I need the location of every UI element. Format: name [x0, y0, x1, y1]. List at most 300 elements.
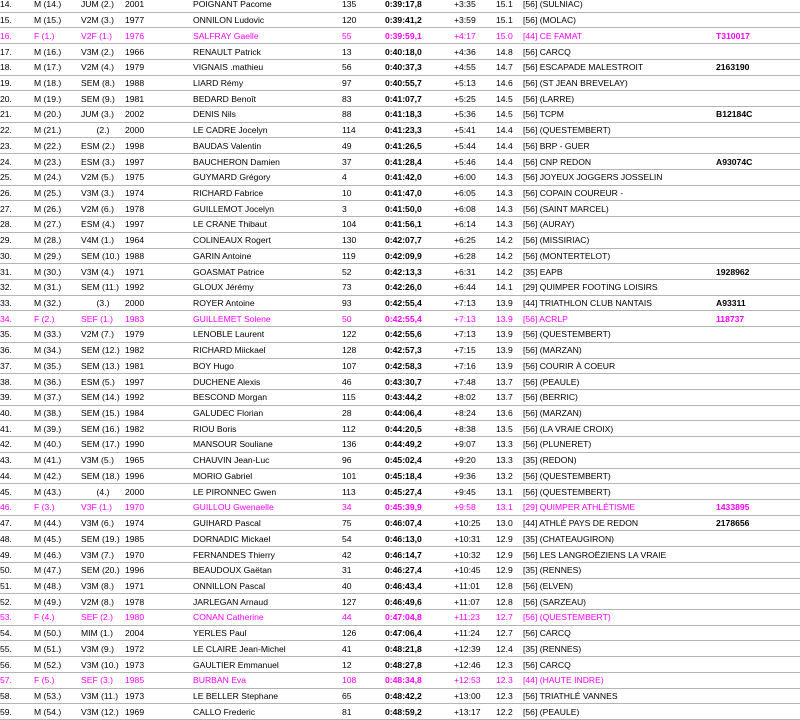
gap-cell: +7:13	[454, 327, 496, 343]
speed-cell: 14.3	[496, 201, 523, 217]
time-cell: 0:41:50,0	[385, 201, 454, 217]
club-cell: [56] (MISSIRIAC)	[523, 232, 716, 248]
gap-cell: +6:14	[454, 217, 496, 233]
table-row	[0, 138, 800, 154]
year-cell: 1974	[125, 515, 193, 531]
bib-cell: 46	[342, 374, 385, 390]
time-cell: 0:48:42,2	[385, 688, 454, 704]
year-cell: 2000	[125, 484, 193, 500]
bib-cell: 44	[342, 610, 385, 626]
speed-cell: 14.2	[496, 248, 523, 264]
time-cell: 0:46:07,4	[385, 515, 454, 531]
name-cell: BEAUDOUX Gaëtan	[193, 562, 342, 578]
bib-cell: 50	[342, 311, 385, 327]
bib-cell: 37	[342, 154, 385, 170]
time-cell: 0:46:27,4	[385, 562, 454, 578]
license-cell: 2163190	[716, 59, 800, 75]
name-cell: DORNADIC Mickael	[193, 531, 342, 547]
rank-cell: 15.	[0, 12, 34, 28]
subcategory-cell: V3M (9.)	[81, 641, 125, 657]
rank-cell: 47.	[0, 515, 34, 531]
rank-cell: 34.	[0, 311, 34, 327]
time-cell: 0:45:27,4	[385, 484, 454, 500]
table-row	[0, 75, 800, 91]
time-cell: 0:42:13,3	[385, 264, 454, 280]
time-cell: 0:48:59,2	[385, 704, 454, 720]
gap-cell: +11:23	[454, 610, 496, 626]
rank-cell: 56.	[0, 657, 34, 673]
license-cell: 1433895	[716, 500, 800, 516]
club-cell: [56] (SAINT MARCEL)	[523, 201, 716, 217]
subcategory-cell: ESM (2.)	[81, 138, 125, 154]
gap-cell: +5:41	[454, 122, 496, 138]
category-cell: M (53.)	[34, 688, 81, 704]
license-cell	[716, 358, 800, 374]
subcategory-cell: (4.)	[81, 484, 125, 500]
club-cell: [56] CARCQ	[523, 657, 716, 673]
rank-cell: 41.	[0, 421, 34, 437]
year-cell: 1965	[125, 452, 193, 468]
club-cell: [56] ESCAPADE MALESTROIT	[523, 59, 716, 75]
bib-cell: 101	[342, 468, 385, 484]
subcategory-cell: SEM (19.)	[81, 531, 125, 547]
license-cell	[716, 594, 800, 610]
year-cell: 1985	[125, 672, 193, 688]
category-cell: M (54.)	[34, 704, 81, 720]
year-cell: 1998	[125, 138, 193, 154]
bib-cell: 52	[342, 264, 385, 280]
subcategory-cell: SEM (17.)	[81, 437, 125, 453]
table-row	[0, 547, 800, 563]
speed-cell: 13.6	[496, 405, 523, 421]
category-cell: M (22.)	[34, 138, 81, 154]
gap-cell: +6:00	[454, 169, 496, 185]
speed-cell: 13.7	[496, 389, 523, 405]
subcategory-cell: V3M (10.)	[81, 657, 125, 673]
club-cell: [56] (QUESTEMBERT)	[523, 484, 716, 500]
gap-cell: +6:05	[454, 185, 496, 201]
gap-cell: +5:36	[454, 107, 496, 123]
speed-cell: 12.8	[496, 594, 523, 610]
rank-cell: 44.	[0, 468, 34, 484]
rank-cell: 33.	[0, 295, 34, 311]
table-row	[0, 641, 800, 657]
gap-cell: +12:53	[454, 672, 496, 688]
category-cell: F (5.)	[34, 672, 81, 688]
time-cell: 0:41:42,0	[385, 169, 454, 185]
category-cell: M (39.)	[34, 421, 81, 437]
category-cell: M (41.)	[34, 452, 81, 468]
club-cell: [56] (LA VRAIE CROIX)	[523, 421, 716, 437]
rank-cell: 36.	[0, 342, 34, 358]
name-cell: LE BELLER Stephane	[193, 688, 342, 704]
bib-cell: 97	[342, 75, 385, 91]
club-cell: [56] (MOLAC)	[523, 12, 716, 28]
category-cell: M (28.)	[34, 232, 81, 248]
gap-cell: +5:13	[454, 75, 496, 91]
speed-cell: 14.8	[496, 44, 523, 60]
time-cell: 0:43:44,2	[385, 389, 454, 405]
time-cell: 0:40:18,0	[385, 44, 454, 60]
time-cell: 0:39:41,2	[385, 12, 454, 28]
gap-cell: +4:17	[454, 28, 496, 44]
speed-cell: 13.5	[496, 421, 523, 437]
year-cell: 1972	[125, 641, 193, 657]
rank-cell: 23.	[0, 138, 34, 154]
name-cell: JARLEGAN Arnaud	[193, 594, 342, 610]
speed-cell: 13.7	[496, 374, 523, 390]
time-cell: 0:48:27,8	[385, 657, 454, 673]
year-cell: 1976	[125, 28, 193, 44]
bib-cell: 120	[342, 12, 385, 28]
license-cell: 118737	[716, 311, 800, 327]
license-cell	[716, 232, 800, 248]
year-cell: 1977	[125, 12, 193, 28]
time-cell: 0:46:49,6	[385, 594, 454, 610]
speed-cell: 13.9	[496, 342, 523, 358]
club-cell: [44] TRIATHLON CLUB NANTAIS	[523, 295, 716, 311]
license-cell	[716, 641, 800, 657]
bib-cell: 126	[342, 625, 385, 641]
club-cell: [56] COURIR À COEUR	[523, 358, 716, 374]
speed-cell: 12.9	[496, 531, 523, 547]
rank-cell: 51.	[0, 578, 34, 594]
speed-cell: 15.0	[496, 28, 523, 44]
rank-cell: 16.	[0, 28, 34, 44]
rank-cell: 38.	[0, 374, 34, 390]
speed-cell: 12.4	[496, 641, 523, 657]
name-cell: GUILLEMOT Jocelyn	[193, 201, 342, 217]
speed-cell: 12.9	[496, 547, 523, 563]
rank-cell: 55.	[0, 641, 34, 657]
club-cell: [56] TCPM	[523, 107, 716, 123]
rank-cell: 30.	[0, 248, 34, 264]
gap-cell: +7:13	[454, 295, 496, 311]
rank-cell: 46.	[0, 500, 34, 516]
rank-cell: 59.	[0, 704, 34, 720]
speed-cell: 12.9	[496, 562, 523, 578]
bib-cell: 31	[342, 562, 385, 578]
table-row	[0, 217, 800, 233]
license-cell	[716, 704, 800, 720]
speed-cell: 12.7	[496, 625, 523, 641]
table-row	[0, 154, 800, 170]
year-cell: 2001	[125, 0, 193, 12]
name-cell: LENOBLE Laurent	[193, 327, 342, 343]
gap-cell: +6:31	[454, 264, 496, 280]
name-cell: CALLO Frederic	[193, 704, 342, 720]
name-cell: GUILLEMET Solene	[193, 311, 342, 327]
table-row	[0, 185, 800, 201]
category-cell: F (1.)	[34, 28, 81, 44]
license-cell	[716, 374, 800, 390]
category-cell: M (15.)	[34, 12, 81, 28]
category-cell: M (26.)	[34, 201, 81, 217]
time-cell: 0:42:55,4	[385, 295, 454, 311]
gap-cell: +4:36	[454, 44, 496, 60]
speed-cell: 12.2	[496, 704, 523, 720]
license-cell	[716, 610, 800, 626]
rank-cell: 52.	[0, 594, 34, 610]
bib-cell: 54	[342, 531, 385, 547]
time-cell: 0:41:26,5	[385, 138, 454, 154]
bib-cell: 75	[342, 515, 385, 531]
license-cell	[716, 279, 800, 295]
club-cell: [29] QUIMPER FOOTING LOISIRS	[523, 279, 716, 295]
club-cell: [56] CARCQ	[523, 625, 716, 641]
name-cell: MANSOUR Souliane	[193, 437, 342, 453]
year-cell: 1988	[125, 75, 193, 91]
club-cell: [56] TRIATHLÉ VANNES	[523, 688, 716, 704]
time-cell: 0:39:17,8	[385, 0, 454, 12]
year-cell: 2002	[125, 107, 193, 123]
gap-cell: +12:39	[454, 641, 496, 657]
subcategory-cell: V3M (4.)	[81, 264, 125, 280]
category-cell: M (35.)	[34, 358, 81, 374]
table-row	[0, 44, 800, 60]
name-cell: BAUCHERON Damien	[193, 154, 342, 170]
rank-cell: 14.	[0, 0, 34, 12]
table-row	[0, 437, 800, 453]
subcategory-cell: JUM (3.)	[81, 107, 125, 123]
license-cell: A93074C	[716, 154, 800, 170]
subcategory-cell: V4M (1.)	[81, 232, 125, 248]
subcategory-cell: V2M (4.)	[81, 59, 125, 75]
bib-cell: 135	[342, 0, 385, 12]
license-cell	[716, 688, 800, 704]
gap-cell: +10:31	[454, 531, 496, 547]
club-cell: [35] (RENNES)	[523, 641, 716, 657]
subcategory-cell: V2M (6.)	[81, 201, 125, 217]
speed-cell: 13.9	[496, 295, 523, 311]
speed-cell: 14.5	[496, 107, 523, 123]
name-cell: COLINEAUX Rogert	[193, 232, 342, 248]
table-row	[0, 657, 800, 673]
category-cell: M (16.)	[34, 44, 81, 60]
rank-cell: 58.	[0, 688, 34, 704]
category-cell: M (18.)	[34, 75, 81, 91]
category-cell: M (34.)	[34, 342, 81, 358]
rank-cell: 17.	[0, 44, 34, 60]
subcategory-cell: V3M (5.)	[81, 452, 125, 468]
gap-cell: +6:28	[454, 248, 496, 264]
name-cell: ROYER Antoine	[193, 295, 342, 311]
bib-cell: 113	[342, 484, 385, 500]
license-cell	[716, 625, 800, 641]
subcategory-cell: (3.)	[81, 295, 125, 311]
name-cell: DENIS Nils	[193, 107, 342, 123]
name-cell: ONNILLON Pascal	[193, 578, 342, 594]
license-cell	[716, 75, 800, 91]
bib-cell: 127	[342, 594, 385, 610]
license-cell	[716, 201, 800, 217]
bib-cell: 108	[342, 672, 385, 688]
gap-cell: +6:25	[454, 232, 496, 248]
year-cell: 1971	[125, 264, 193, 280]
category-cell: M (44.)	[34, 515, 81, 531]
gap-cell: +5:25	[454, 91, 496, 107]
speed-cell: 13.3	[496, 437, 523, 453]
year-cell: 1982	[125, 342, 193, 358]
year-cell: 1992	[125, 389, 193, 405]
club-cell: [56] (LARRE)	[523, 91, 716, 107]
license-cell	[716, 547, 800, 563]
license-cell	[716, 217, 800, 233]
license-cell	[716, 91, 800, 107]
year-cell: 1978	[125, 594, 193, 610]
time-cell: 0:45:39,9	[385, 500, 454, 516]
subcategory-cell: V3M (7.)	[81, 547, 125, 563]
category-cell: M (19.)	[34, 91, 81, 107]
name-cell: BOY Hugo	[193, 358, 342, 374]
table-row	[0, 107, 800, 123]
category-cell: M (40.)	[34, 437, 81, 453]
subcategory-cell: V3M (6.)	[81, 515, 125, 531]
category-cell: M (48.)	[34, 578, 81, 594]
subcategory-cell: SEM (9.)	[81, 91, 125, 107]
year-cell: 1996	[125, 562, 193, 578]
license-cell	[716, 44, 800, 60]
license-cell	[716, 327, 800, 343]
category-cell: M (36.)	[34, 374, 81, 390]
name-cell: GALUDEC Florian	[193, 405, 342, 421]
year-cell: 1981	[125, 91, 193, 107]
bib-cell: 4	[342, 169, 385, 185]
rank-cell: 25.	[0, 169, 34, 185]
year-cell: 1964	[125, 232, 193, 248]
category-cell: M (52.)	[34, 657, 81, 673]
bib-cell: 83	[342, 91, 385, 107]
table-row	[0, 468, 800, 484]
gap-cell: +9:36	[454, 468, 496, 484]
subcategory-cell: V3M (11.)	[81, 688, 125, 704]
speed-cell: 14.7	[496, 59, 523, 75]
table-row	[0, 610, 800, 626]
name-cell: BESCOND Morgan	[193, 389, 342, 405]
club-cell: [44] (HAUTE INDRE)	[523, 672, 716, 688]
rank-cell: 35.	[0, 327, 34, 343]
gap-cell: +8:38	[454, 421, 496, 437]
table-row	[0, 594, 800, 610]
category-cell: M (21.)	[34, 122, 81, 138]
club-cell: [35] (CHATEAUGIRON)	[523, 531, 716, 547]
rank-cell: 20.	[0, 91, 34, 107]
category-cell: M (33.)	[34, 327, 81, 343]
subcategory-cell: V2M (7.)	[81, 327, 125, 343]
rank-cell: 42.	[0, 437, 34, 453]
time-cell: 0:42:55,4	[385, 311, 454, 327]
rank-cell: 24.	[0, 154, 34, 170]
rank-cell: 43.	[0, 452, 34, 468]
license-cell	[716, 452, 800, 468]
speed-cell: 12.3	[496, 657, 523, 673]
license-cell: T310017	[716, 28, 800, 44]
category-cell: M (46.)	[34, 547, 81, 563]
speed-cell: 15.1	[496, 0, 523, 12]
speed-cell: 13.1	[496, 500, 523, 516]
name-cell: FERNANDES Thierry	[193, 547, 342, 563]
table-row	[0, 122, 800, 138]
time-cell: 0:46:13,0	[385, 531, 454, 547]
club-cell: [35] (RENNES)	[523, 562, 716, 578]
name-cell: LE CLAIRE Jean-Michel	[193, 641, 342, 657]
speed-cell: 12.8	[496, 578, 523, 594]
category-cell: M (29.)	[34, 248, 81, 264]
time-cell: 0:46:14,7	[385, 547, 454, 563]
bib-cell: 88	[342, 107, 385, 123]
table-row	[0, 12, 800, 28]
license-cell	[716, 185, 800, 201]
name-cell: BURBAN Eva	[193, 672, 342, 688]
rank-cell: 37.	[0, 358, 34, 374]
table-row	[0, 515, 800, 531]
table-row	[0, 421, 800, 437]
table-row	[0, 500, 800, 516]
club-cell: [56] (QUESTEMBERT)	[523, 122, 716, 138]
gap-cell: +11:01	[454, 578, 496, 594]
category-cell: M (42.)	[34, 468, 81, 484]
subcategory-cell: V3M (8.)	[81, 578, 125, 594]
year-cell: 1966	[125, 44, 193, 60]
table-row	[0, 342, 800, 358]
club-cell: [56] (ST JEAN BREVELAY)	[523, 75, 716, 91]
name-cell: POIGNANT Pacome	[193, 0, 342, 12]
name-cell: ONNILON Ludovic	[193, 12, 342, 28]
bib-cell: 28	[342, 405, 385, 421]
license-cell	[716, 0, 800, 12]
table-row	[0, 279, 800, 295]
time-cell: 0:47:04,8	[385, 610, 454, 626]
year-cell: 1983	[125, 311, 193, 327]
category-cell: M (23.)	[34, 154, 81, 170]
subcategory-cell: SEM (16.)	[81, 421, 125, 437]
club-cell: [56] (MARZAN)	[523, 405, 716, 421]
club-cell: [56] (MARZAN)	[523, 342, 716, 358]
rank-cell: 29.	[0, 232, 34, 248]
bib-cell: 107	[342, 358, 385, 374]
club-cell: [56] (AURAY)	[523, 217, 716, 233]
club-cell: [56] BRP - GUER	[523, 138, 716, 154]
license-cell	[716, 657, 800, 673]
club-cell: [56] (BERRIC)	[523, 389, 716, 405]
club-cell: [56] (ELVEN)	[523, 578, 716, 594]
bib-cell: 56	[342, 59, 385, 75]
club-cell: [56] (SULNIAC)	[523, 0, 716, 12]
speed-cell: 14.4	[496, 154, 523, 170]
subcategory-cell: ESM (3.)	[81, 154, 125, 170]
rank-cell: 49.	[0, 547, 34, 563]
time-cell: 0:48:34,8	[385, 672, 454, 688]
table-row	[0, 452, 800, 468]
category-cell: M (38.)	[34, 405, 81, 421]
rank-cell: 40.	[0, 405, 34, 421]
license-cell: 1928962	[716, 264, 800, 280]
table-row	[0, 248, 800, 264]
gap-cell: +5:46	[454, 154, 496, 170]
time-cell: 0:41:18,3	[385, 107, 454, 123]
speed-cell: 14.2	[496, 232, 523, 248]
year-cell: 1970	[125, 500, 193, 516]
gap-cell: +13:00	[454, 688, 496, 704]
category-cell: M (25.)	[34, 185, 81, 201]
license-cell	[716, 562, 800, 578]
subcategory-cell: (2.)	[81, 122, 125, 138]
speed-cell: 15.1	[496, 12, 523, 28]
time-cell: 0:39:59,1	[385, 28, 454, 44]
speed-cell: 12.3	[496, 688, 523, 704]
table-row	[0, 264, 800, 280]
table-row	[0, 484, 800, 500]
